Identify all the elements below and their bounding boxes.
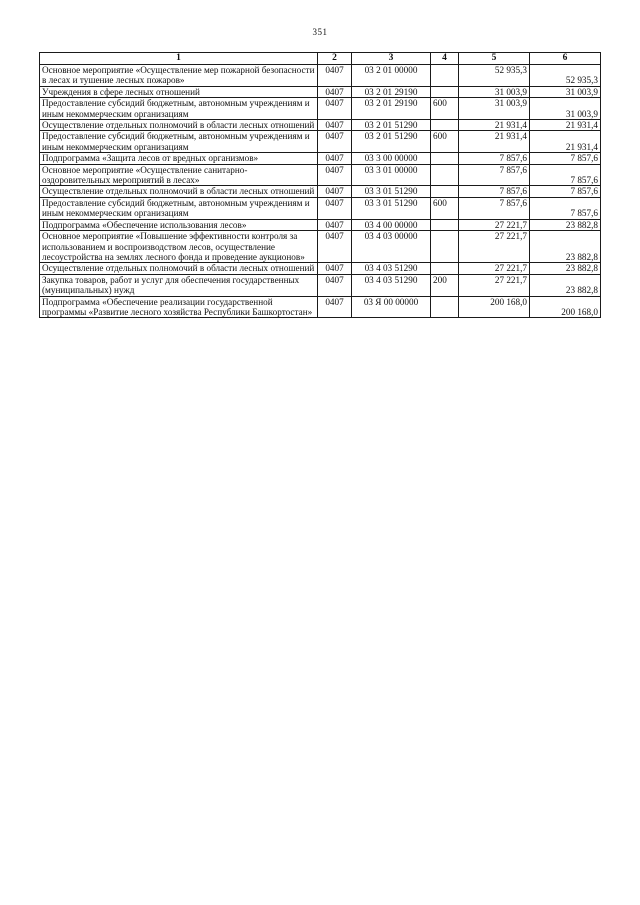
- row-target-code: 03 4 03 51290: [352, 263, 431, 274]
- header-col-2: 2: [318, 53, 352, 65]
- row-amount-col5: 27 221,7: [459, 231, 530, 263]
- table-row: [40, 296, 601, 318]
- row-amount-col5: 31 003,9: [459, 98, 530, 120]
- budget-table: [39, 52, 601, 318]
- row-expense-type: 200: [431, 274, 459, 296]
- row-amount-col5: 31 003,9: [459, 86, 530, 97]
- row-name: Осуществление отдельных полномочий в области лесных отношений: [40, 263, 318, 274]
- row-section-code: 0407: [318, 65, 352, 87]
- row-amount-col6: 31 003,9: [530, 86, 601, 97]
- row-amount-col6: 52 935,3: [530, 65, 601, 87]
- row-amount-col5: 52 935,3: [459, 65, 530, 87]
- table-row: [40, 86, 601, 97]
- header-col-3: 3: [352, 53, 431, 65]
- row-name: Основное мероприятие «Осуществление мер пожарной безопасности в лесах и тушение лесных пожаров»: [40, 65, 318, 87]
- header-col-4: 4: [431, 53, 459, 65]
- row-target-code: 03 2 01 51290: [352, 120, 431, 131]
- row-section-code: 0407: [318, 219, 352, 230]
- row-amount-col5: 7 857,6: [459, 197, 530, 219]
- row-section-code: 0407: [318, 86, 352, 97]
- row-amount-col6: 7 857,6: [530, 197, 601, 219]
- table-row: [40, 197, 601, 219]
- row-expense-type: 600: [431, 98, 459, 120]
- row-section-code: 0407: [318, 131, 352, 153]
- table-row: [40, 263, 601, 274]
- row-expense-type: [431, 231, 459, 263]
- row-target-code: 03 Я 00 00000: [352, 296, 431, 318]
- row-expense-type: [431, 186, 459, 197]
- row-amount-col5: 21 931,4: [459, 131, 530, 153]
- row-name: Учреждения в сфере лесных отношений: [40, 86, 318, 97]
- row-section-code: 0407: [318, 186, 352, 197]
- row-section-code: 0407: [318, 296, 352, 318]
- table-row: [40, 153, 601, 164]
- row-target-code: 03 2 01 00000: [352, 65, 431, 87]
- row-expense-type: [431, 219, 459, 230]
- row-expense-type: [431, 164, 459, 186]
- row-amount-col5: 7 857,6: [459, 153, 530, 164]
- row-amount-col6: 31 003,9: [530, 98, 601, 120]
- row-expense-type: [431, 296, 459, 318]
- row-amount-col5: 200 168,0: [459, 296, 530, 318]
- table-row: [40, 131, 601, 153]
- row-amount-col5: 27 221,7: [459, 274, 530, 296]
- row-amount-col6: 200 168,0: [530, 296, 601, 318]
- row-amount-col6: 21 931,4: [530, 120, 601, 131]
- row-name: Основное мероприятие «Осуществление санитарно-оздоровительных мероприятий в лесах»: [40, 164, 318, 186]
- row-amount-col5: 27 221,7: [459, 263, 530, 274]
- row-amount-col6: 21 931,4: [530, 131, 601, 153]
- row-section-code: 0407: [318, 274, 352, 296]
- row-amount-col5: 7 857,6: [459, 164, 530, 186]
- table-row: [40, 186, 601, 197]
- table-header: [40, 53, 601, 65]
- row-expense-type: [431, 153, 459, 164]
- row-name: Предоставление субсидий бюджетным, автономным учреждениям и иным некоммерческим организациям: [40, 98, 318, 120]
- row-name: Основное мероприятие «Повышение эффективности контроля за использованием и воспроизводством лесов, осуществление лесоустройства на землях лесного фонда и проведение аукционов»: [40, 231, 318, 263]
- row-target-code: 03 4 03 00000: [352, 231, 431, 263]
- row-target-code: 03 2 01 29190: [352, 98, 431, 120]
- row-section-code: 0407: [318, 231, 352, 263]
- row-amount-col6: 23 882,8: [530, 231, 601, 263]
- row-target-code: 03 3 01 00000: [352, 164, 431, 186]
- row-name: Осуществление отдельных полномочий в области лесных отношений: [40, 120, 318, 131]
- row-section-code: 0407: [318, 164, 352, 186]
- row-amount-col6: 7 857,6: [530, 153, 601, 164]
- row-target-code: 03 3 01 51290: [352, 197, 431, 219]
- table-row: [40, 120, 601, 131]
- row-section-code: 0407: [318, 263, 352, 274]
- row-target-code: 03 3 00 00000: [352, 153, 431, 164]
- row-name: Подпрограмма «Защита лесов от вредных организмов»: [40, 153, 318, 164]
- row-name: Подпрограмма «Обеспечение реализации государственной программы «Развитие лесного хозяйства Республики Башкортостан»: [40, 296, 318, 318]
- row-target-code: 03 2 01 51290: [352, 131, 431, 153]
- row-expense-type: 600: [431, 131, 459, 153]
- header-col-1: 1: [40, 53, 318, 65]
- row-name: Предоставление субсидий бюджетным, автономным учреждениям и иным некоммерческим организациям: [40, 131, 318, 153]
- row-amount-col6: 7 857,6: [530, 186, 601, 197]
- row-expense-type: [431, 263, 459, 274]
- table-row: [40, 164, 601, 186]
- table-body: [40, 65, 601, 318]
- row-expense-type: [431, 120, 459, 131]
- row-amount-col6: 23 882,8: [530, 219, 601, 230]
- row-section-code: 0407: [318, 197, 352, 219]
- row-target-code: 03 3 01 51290: [352, 186, 431, 197]
- row-name: Закупка товаров, работ и услуг для обеспечения государственных (муниципальных) нужд: [40, 274, 318, 296]
- row-section-code: 0407: [318, 120, 352, 131]
- table-row: [40, 219, 601, 230]
- row-section-code: 0407: [318, 153, 352, 164]
- row-name: Предоставление субсидий бюджетным, автономным учреждениям и иным некоммерческим организациям: [40, 197, 318, 219]
- row-expense-type: [431, 86, 459, 97]
- row-target-code: 03 2 01 29190: [352, 86, 431, 97]
- table-row: [40, 65, 601, 87]
- header-col-5: 5: [459, 53, 530, 65]
- row-target-code: 03 4 00 00000: [352, 219, 431, 230]
- row-expense-type: 600: [431, 197, 459, 219]
- table-row: [40, 98, 601, 120]
- row-amount-col5: 7 857,6: [459, 186, 530, 197]
- header-col-6: 6: [530, 53, 601, 65]
- row-amount-col6: 7 857,6: [530, 164, 601, 186]
- row-amount-col5: 27 221,7: [459, 219, 530, 230]
- row-target-code: 03 4 03 51290: [352, 274, 431, 296]
- row-name: Осуществление отдельных полномочий в области лесных отношений: [40, 186, 318, 197]
- row-amount-col6: 23 882,8: [530, 274, 601, 296]
- table-row: [40, 231, 601, 263]
- table-row: [40, 274, 601, 296]
- row-expense-type: [431, 65, 459, 87]
- row-name: Подпрограмма «Обеспечение использования лесов»: [40, 219, 318, 230]
- page-number: 351: [312, 27, 328, 37]
- row-amount-col6: 23 882,8: [530, 263, 601, 274]
- row-section-code: 0407: [318, 98, 352, 120]
- row-amount-col5: 21 931,4: [459, 120, 530, 131]
